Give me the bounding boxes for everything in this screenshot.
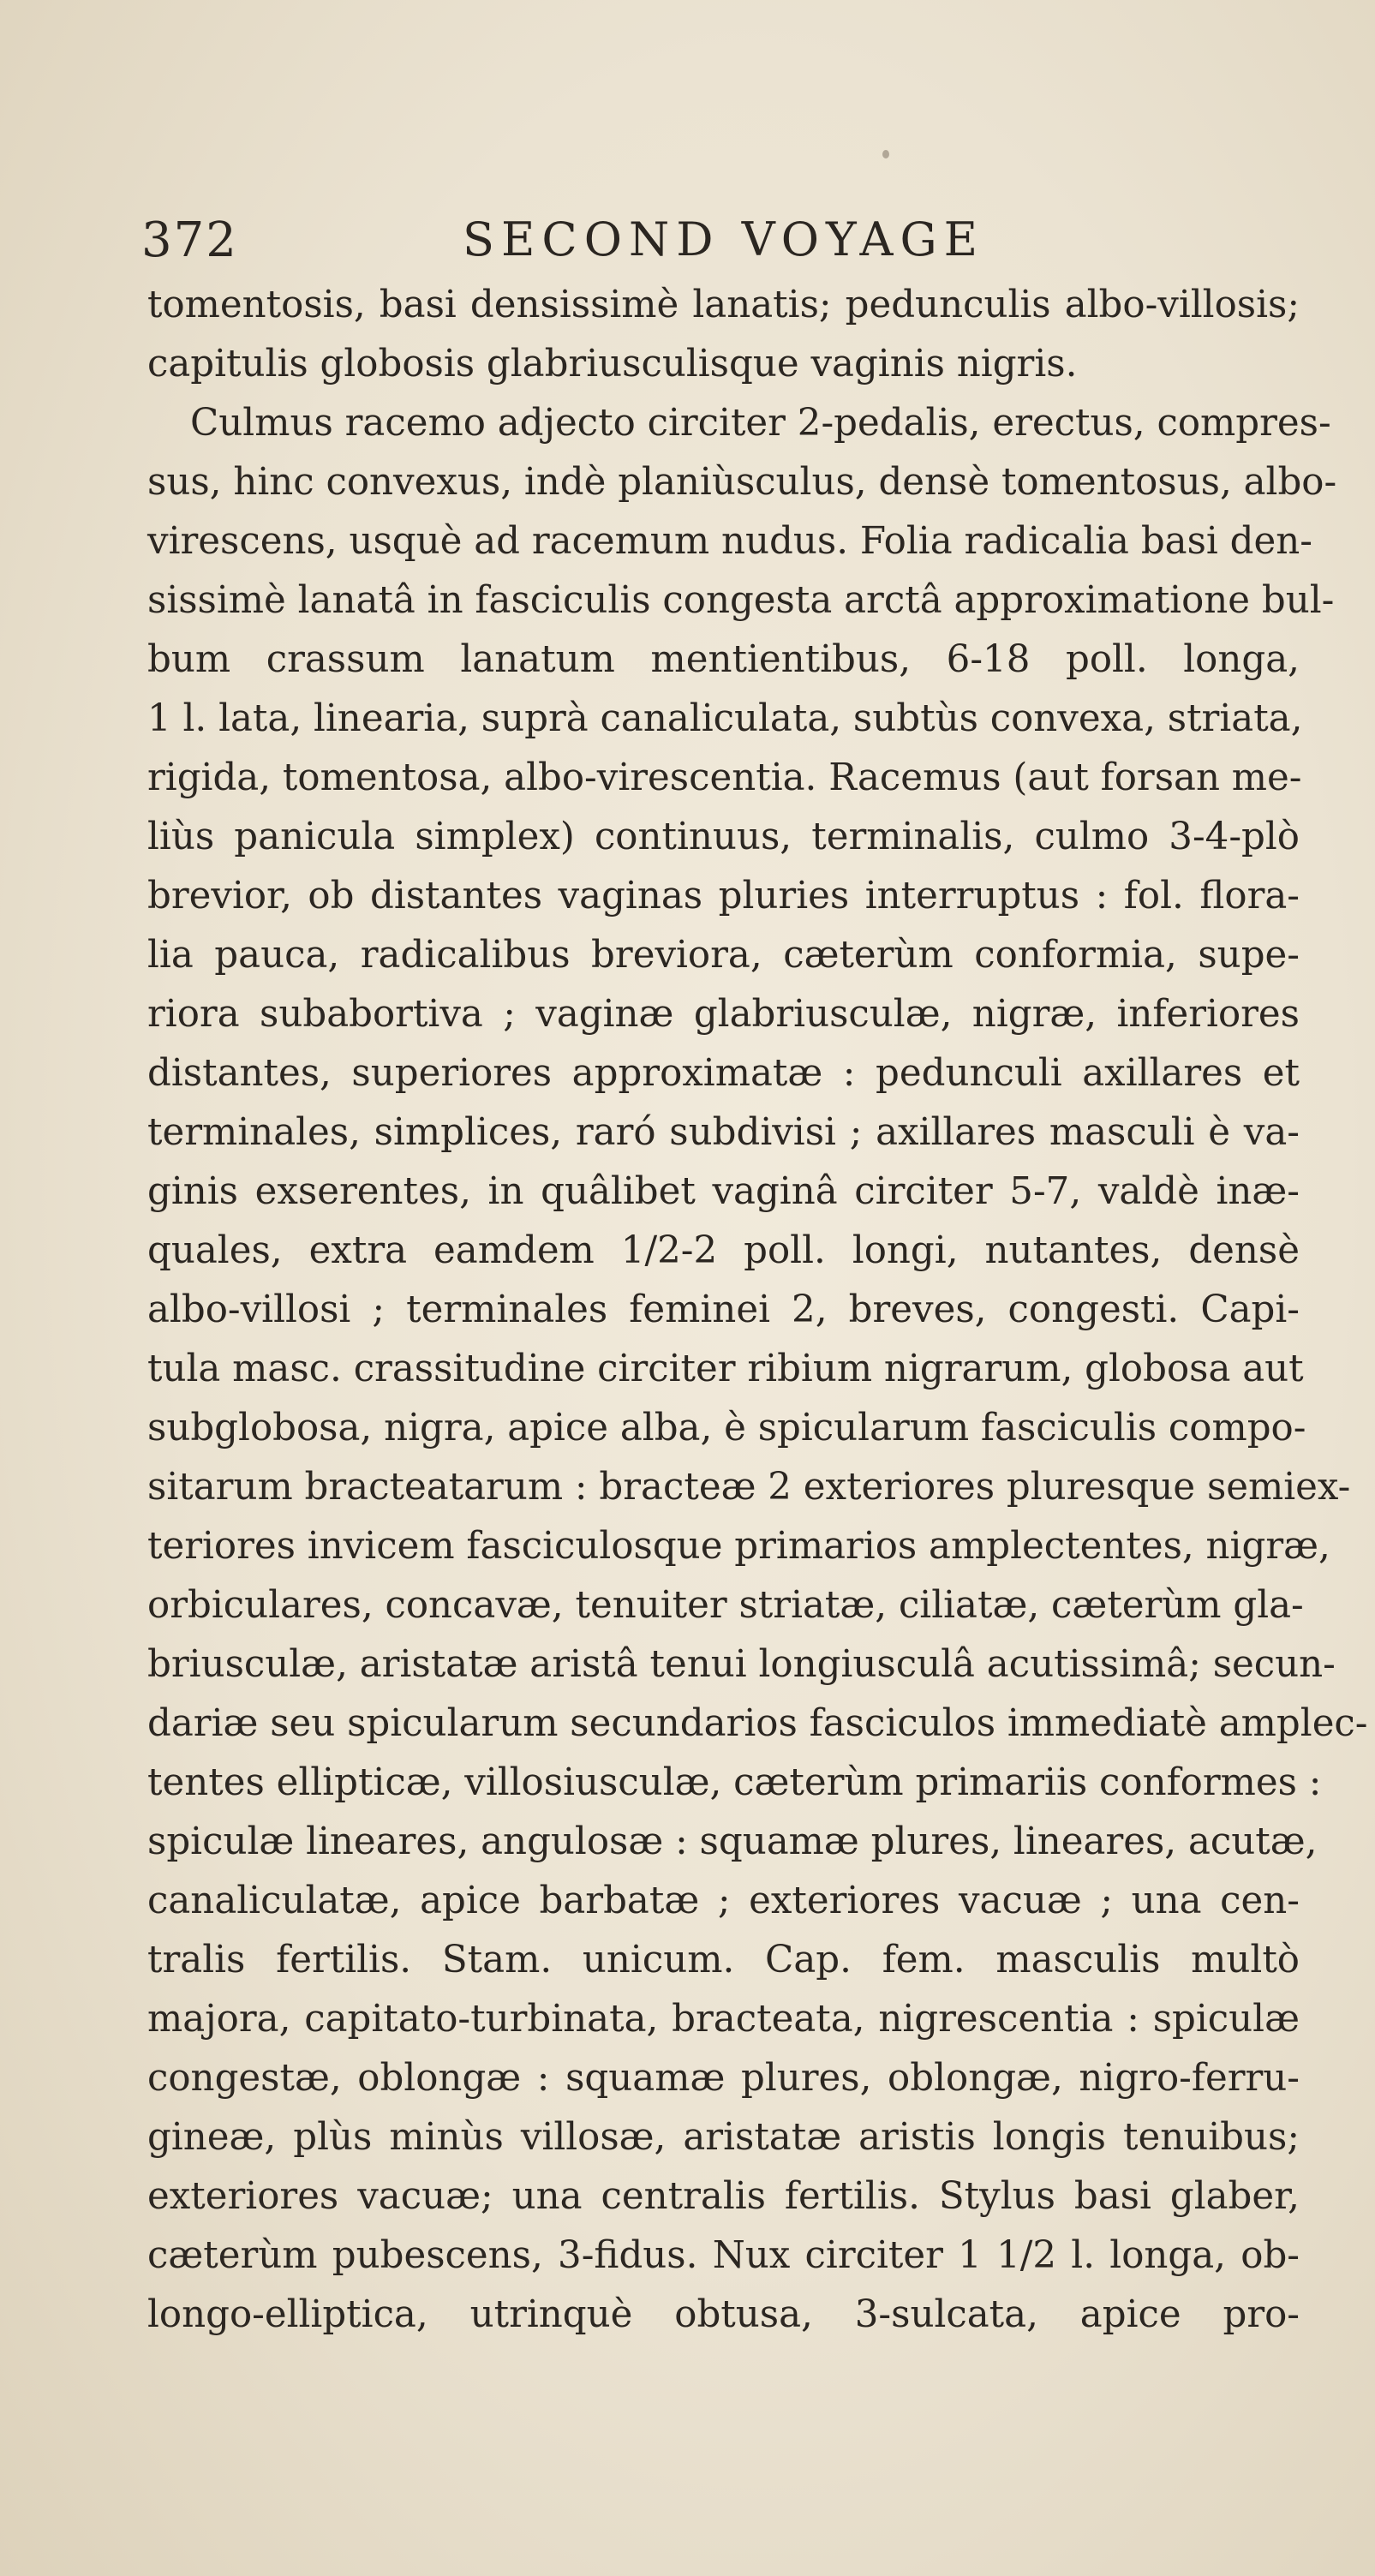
text-line: terminales, simplices, raró subdivisi ; axillares masculi è va- bbox=[147, 1111, 1300, 1154]
text-line: tralis fertilis. Stam. unicum. Cap. fem. masculis multò bbox=[147, 1939, 1300, 1981]
running-title: SECOND VOYAGE bbox=[463, 212, 985, 266]
text-line: virescens, usquè ad racemum nudus. Folia radicalia basi den- bbox=[147, 520, 1312, 563]
text-line: cæterùm pubescens, 3-fidus. Nux circiter 1 1/2 l. longa, ob- bbox=[147, 2234, 1300, 2277]
text-line: tentes ellipticæ, villosiusculæ, cæterùm primariis conformes : bbox=[147, 1761, 1322, 1804]
text-line: distantes, superiores approximatæ : pedunculi axillares et bbox=[147, 1052, 1300, 1095]
text-line: tomentosis, basi densissimè lanatis; pedunculis albo-villosis; bbox=[147, 284, 1300, 326]
text-line: teriores invicem fasciculosque primarios amplectentes, nigræ, bbox=[147, 1525, 1330, 1568]
text-line: quales, extra eamdem 1/2-2 poll. longi, nutantes, densè bbox=[147, 1229, 1300, 1272]
text-line: lia pauca, radicalibus breviora, cæterùm conformia, supe- bbox=[147, 934, 1300, 977]
text-line: liùs panicula simplex) continuus, terminalis, culmo 3-4-plò bbox=[147, 816, 1300, 858]
paper-foxing-spot bbox=[882, 150, 889, 158]
text-line: ginis exserentes, in quâlibet vaginâ circiter 5-7, valdè inæ- bbox=[147, 1170, 1300, 1213]
body-text bbox=[147, 276, 1368, 2345]
text-line: gineæ, plùs minùs villosæ, aristatæ aristis longis tenuibus; bbox=[147, 2116, 1300, 2159]
text-line: brevior, ob distantes vaginas pluries interruptus : fol. flora- bbox=[147, 875, 1300, 917]
text-line: 1 l. lata, linearia, suprà canaliculata, subtùs convexa, striata, bbox=[147, 697, 1303, 740]
text-line: congestæ, oblongæ : squamæ plures, oblongæ, nigro-ferru- bbox=[147, 2057, 1300, 2100]
text-line: sissimè lanatâ in fasciculis congesta arctâ approximatione bul- bbox=[147, 579, 1335, 622]
text-line: Culmus racemo adjecto circiter 2-pedalis, erectus, compres- bbox=[190, 402, 1331, 445]
text-line: orbiculares, concavæ, tenuiter striatæ, ciliatæ, cæterùm gla- bbox=[147, 1584, 1304, 1627]
page-header bbox=[141, 212, 1324, 281]
text-line: spiculæ lineares, angulosæ : squamæ plures, lineares, acutæ, bbox=[147, 1820, 1318, 1863]
text-line: longo-elliptica, utrinquè obtusa, 3-sulcata, apice pro- bbox=[147, 2293, 1300, 2336]
text-line: bum crassum lanatum mentientibus, 6-18 poll. longa, bbox=[147, 638, 1300, 681]
text-line: briusculæ, aristatæ aristâ tenui longiusculâ acutissimâ; secun- bbox=[147, 1643, 1336, 1686]
text-line: exteriores vacuæ; una centralis fertilis. Stylus basi glaber, bbox=[147, 2175, 1300, 2218]
text-line: rigida, tomentosa, albo-virescentia. Racemus (aut forsan me- bbox=[147, 756, 1302, 799]
text-line: subglobosa, nigra, apice alba, è spicularum fasciculis compo- bbox=[147, 1407, 1306, 1449]
text-line: majora, capitato-turbinata, bracteata, nigrescentia : spiculæ bbox=[147, 1998, 1300, 2041]
text-line: riora subabortiva ; vaginæ glabriusculæ, nigræ, inferiores bbox=[147, 993, 1300, 1036]
text-line: dariæ seu spicularum secundarios fasciculos immediatè amplec- bbox=[147, 1702, 1368, 1745]
text-line: capitulis globosis glabriusculisque vaginis nigris. bbox=[147, 343, 1078, 386]
text-line: sus, hinc convexus, indè planiùsculus, densè tomentosus, albo- bbox=[147, 461, 1337, 504]
text-line: canaliculatæ, apice barbatæ ; exteriores vacuæ ; una cen- bbox=[147, 1880, 1300, 1922]
text-line: albo-villosi ; terminales feminei 2, breves, congesti. Capi- bbox=[147, 1288, 1300, 1331]
text-line: tula masc. crassitudine circiter ribium nigrarum, globosa aut bbox=[147, 1348, 1304, 1390]
page-number: 372 bbox=[141, 212, 238, 268]
text-line: sitarum bracteatarum : bracteæ 2 exteriores pluresque semiex- bbox=[147, 1466, 1351, 1509]
